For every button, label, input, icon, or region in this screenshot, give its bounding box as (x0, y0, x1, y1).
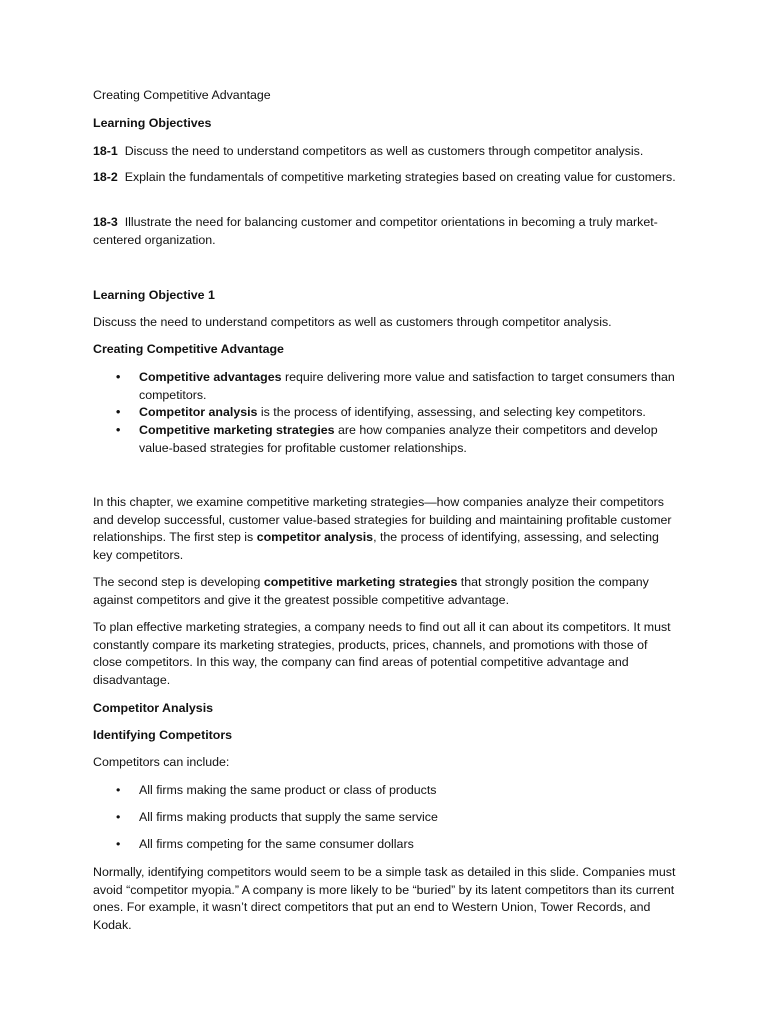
objective-item (93, 214, 678, 249)
competitor-analysis-heading: Competitor Analysis (93, 701, 214, 715)
creating-competitive-advantage-heading: Creating Competitive Advantage (93, 342, 284, 356)
paragraph-text: The second step is developing (93, 575, 264, 589)
bullet-icon: • (116, 423, 121, 437)
list-item-text: All firms making the same product or class of products (139, 783, 437, 797)
objective-item (93, 143, 678, 161)
objective-text: Discuss the need to understand competitors as well as customers through competitor analysis. (124, 144, 644, 158)
list-item-text: All firms making products that supply the same service (139, 810, 438, 824)
definition-text: is the process of identifying, assessing, and selecting key competitors. (257, 405, 646, 419)
paragraph: To plan effective marketing strategies, a company needs to find out all it can about its competitors. It must constantly compare its marketing strategies, products, prices, channels, and promotions with those of close competitors. In this way, the company can find areas of potential competitive advantage and disadvantage. (93, 620, 671, 687)
identifying-competitors-heading: Identifying Competitors (93, 728, 233, 742)
paragraph (93, 574, 678, 609)
paragraph-text: In this chapter, we examine competitive marketing strategies—how companies analyze their competitors and develop successful, customer value-based strategies for building and maintaining profitable customer relationships. The first step is (93, 495, 672, 545)
bullet-icon: • (116, 783, 121, 797)
definition-term: Competitive advantages (139, 370, 282, 384)
bullet-icon: • (116, 370, 121, 384)
objective-text: Explain the fundamentals of competitive marketing strategies based on creating value for customers. (124, 170, 676, 184)
definition-term: Competitor analysis (139, 405, 258, 419)
list-item (116, 782, 684, 800)
list-item (116, 836, 684, 854)
paragraph (93, 494, 678, 564)
paragraph-bold-term: competitive marketing strategies (263, 575, 458, 589)
definition-item (116, 404, 684, 422)
definition-term: Competitive marketing strategies (139, 423, 335, 437)
bullet-icon: • (116, 405, 121, 419)
objective-text: Illustrate the need for balancing customer and competitor orientations in becoming a truly market-centered organization. (93, 215, 658, 247)
competitors-include-text: Competitors can include: (93, 755, 230, 769)
paragraph: Normally, identifying competitors would seem to be a simple task as detailed in this slide. Companies must avoid “competitor myopia.” A company is more likely to be “buried” by its latent competitors than its current ones. For example, it wasn’t direct competitors that put an end to Western Union, Tower Records, and Kodak. (93, 865, 676, 932)
objective-number: 18-1 (93, 144, 118, 158)
learning-objective-1-text: Discuss the need to understand competitors as well as customers through competitor analysis. (93, 315, 612, 329)
list-item (116, 809, 684, 827)
definition-text: require delivering more value and satisfaction to target consumers than competitors. (139, 370, 675, 402)
paragraph-bold-term: competitor analysis (256, 530, 374, 545)
objective-number: 18-3 (93, 215, 118, 229)
paragraph-text: that strongly position the company against competitors and give it the greatest possible competitive advantage. (93, 575, 649, 607)
learning-objectives-heading: Learning Objectives (93, 116, 212, 130)
paragraph-text: , the process of identifying, assessing, and selecting key competitors. (93, 530, 659, 562)
objective-item (93, 169, 678, 187)
bullet-icon: • (116, 837, 121, 851)
bullet-icon: • (116, 810, 121, 824)
learning-objective-1-heading: Learning Objective 1 (93, 288, 215, 302)
document-title: Creating Competitive Advantage (93, 88, 271, 102)
objective-number: 18-2 (93, 170, 118, 184)
definition-item (116, 422, 684, 457)
definition-text: are how companies analyze their competitors and develop value-based strategies for profitable customer relationships. (139, 423, 658, 455)
list-item-text: All firms competing for the same consumer dollars (139, 837, 414, 851)
definition-item (116, 369, 684, 404)
